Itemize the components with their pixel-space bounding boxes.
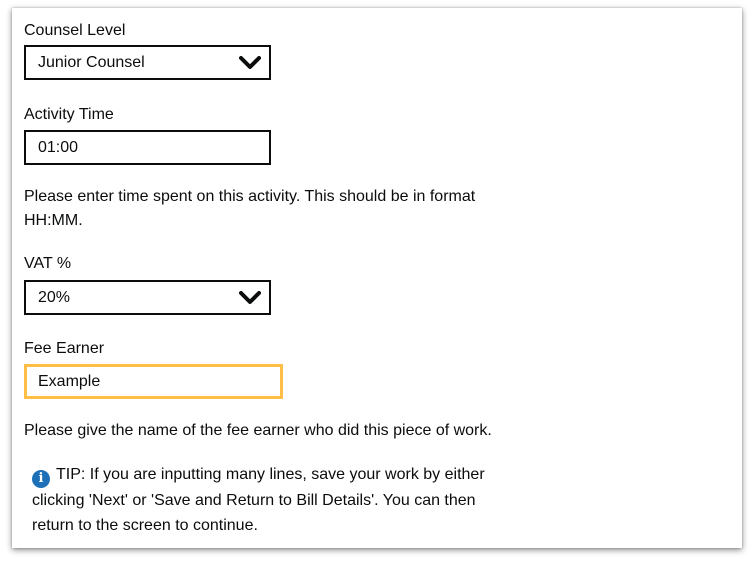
activity-time-hint: Please enter time spent on this activity. This should be in format HH:MM. (24, 188, 476, 229)
tip-text: TIP: If you are inputting many lines, save your work by either clicking 'Next' or 'Save and Return to Bill Details'. You can then return to the screen to continue. (32, 466, 485, 534)
activity-time-label: Activity Time (24, 106, 114, 123)
fee-earner-value: Example (38, 373, 101, 390)
fee-earner-hint: Please give the name of the fee earner who did this piece of work. (24, 422, 492, 439)
chevron-down-icon (239, 291, 261, 305)
info-icon: i (32, 470, 50, 488)
vat-select[interactable] (24, 280, 271, 315)
fee-earner-label: Fee Earner (24, 340, 105, 357)
activity-time-input[interactable] (24, 130, 271, 165)
activity-time-value: 01:00 (38, 139, 79, 156)
tip-message (32, 462, 502, 538)
counsel-level-value: Junior Counsel (38, 54, 145, 71)
form-panel (12, 8, 742, 548)
vat-value: 20% (38, 289, 71, 306)
fee-earner-input[interactable] (24, 364, 283, 399)
counsel-level-select[interactable] (24, 45, 271, 80)
chevron-down-icon (239, 56, 261, 70)
counsel-level-label: Counsel Level (24, 22, 126, 39)
vat-label: VAT % (24, 255, 72, 272)
